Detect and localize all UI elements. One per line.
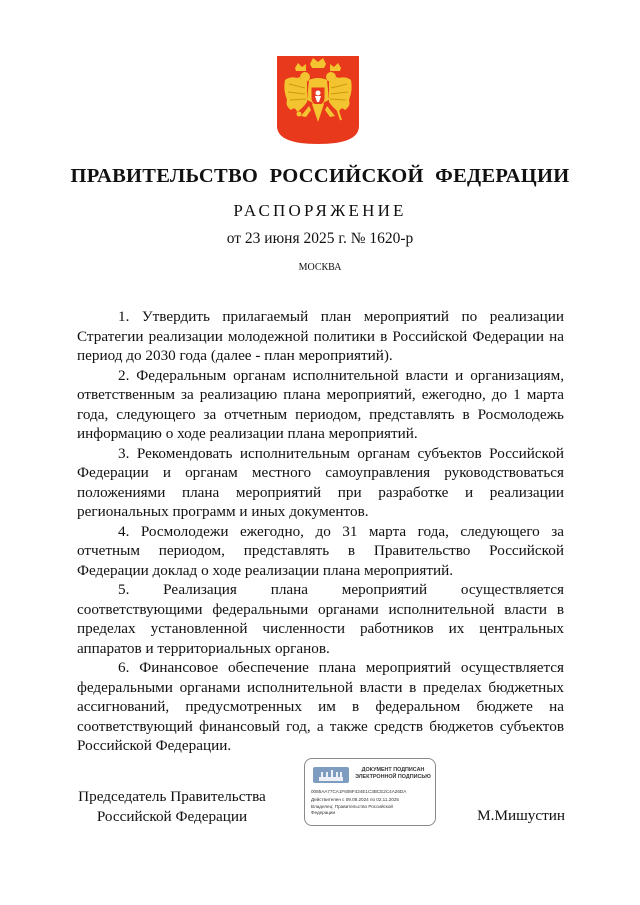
stamp-heading-line1: ДОКУМЕНТ ПОДПИСАН xyxy=(361,767,425,773)
electronic-signature-stamp xyxy=(304,758,436,826)
signatory-position-line1: Председатель Правительства xyxy=(78,788,266,805)
signatory-position-line2: Российской Федерации xyxy=(96,807,248,825)
paragraph-1: 1. Утвердить прилагаемый план мероприятий по реализации Стратегии реализации молодежной политики в Российской Федерации на период до 2030 года (далее - план мероприятий). xyxy=(77,308,564,364)
stamp-owner: Владелец: Правительство Российской Федерации xyxy=(311,804,393,815)
document-body xyxy=(77,307,564,756)
signatory-position xyxy=(77,787,267,826)
page-title: ПРАВИТЕЛЬСТВО РОССИЙСКОЙ ФЕДЕРАЦИИ xyxy=(70,165,570,187)
stamp-validity: Действителен с 09.08.2024 по 02.11.2025 xyxy=(311,797,399,802)
government-building-icon xyxy=(311,766,351,784)
coat-of-arms-icon xyxy=(277,56,359,144)
stamp-certificate-number: 0085AA77CA1F608F424E1C3BCE2C4A26DA xyxy=(311,789,407,794)
document-city: МОСКВА xyxy=(298,262,342,273)
paragraph-3: 3. Рекомендовать исполнительным органам субъектов Российской Федерации и органам местного самоуправления руководствоваться положениями плана мероприятий при разработке и реализации региональных программ и иных документов. xyxy=(77,444,564,520)
document-type: РАСПОРЯЖЕНИЕ xyxy=(233,201,407,220)
paragraph-2: 2. Федеральным органам исполнительной власти и организациям, ответственным за реализацию плана мероприятий, ежегодно, до 1 марта года, следующего за отчетным периодом, представлять в Росмолодежь информацию о ходе реализации плана мероприятий. xyxy=(77,366,564,442)
paragraph-6: 6. Финансовое обеспечение плана мероприятий осуществляется федеральными органами исполнительной власти в пределах бюджетных ассигнований, предусмотренных им в федеральном бюджете на соответствующий финансовый год, а также средств бюджетов субъектов Российской Федерации. xyxy=(77,659,564,754)
document-date-number: от 23 июня 2025 г. № 1620-р xyxy=(226,230,414,247)
signatory-name: М.Мишустин xyxy=(477,807,565,824)
paragraph-5: 5. Реализация плана мероприятий осуществляется соответствующими федеральными органами исполнительной власти в пределах установленной численности работников их центральных аппаратов и территориальных органов. xyxy=(77,581,564,657)
stamp-heading-line2: ЭЛЕКТРОННОЙ ПОДПИСЬЮ xyxy=(355,774,431,780)
stamp-heading xyxy=(351,767,435,781)
paragraph-4: 4. Росмолодежи ежегодно, до 31 марта года, следующего за отчетным периодом, представлять в Правительство Российской Федерации доклад о ходе реализации плана мероприятий. xyxy=(77,522,564,579)
